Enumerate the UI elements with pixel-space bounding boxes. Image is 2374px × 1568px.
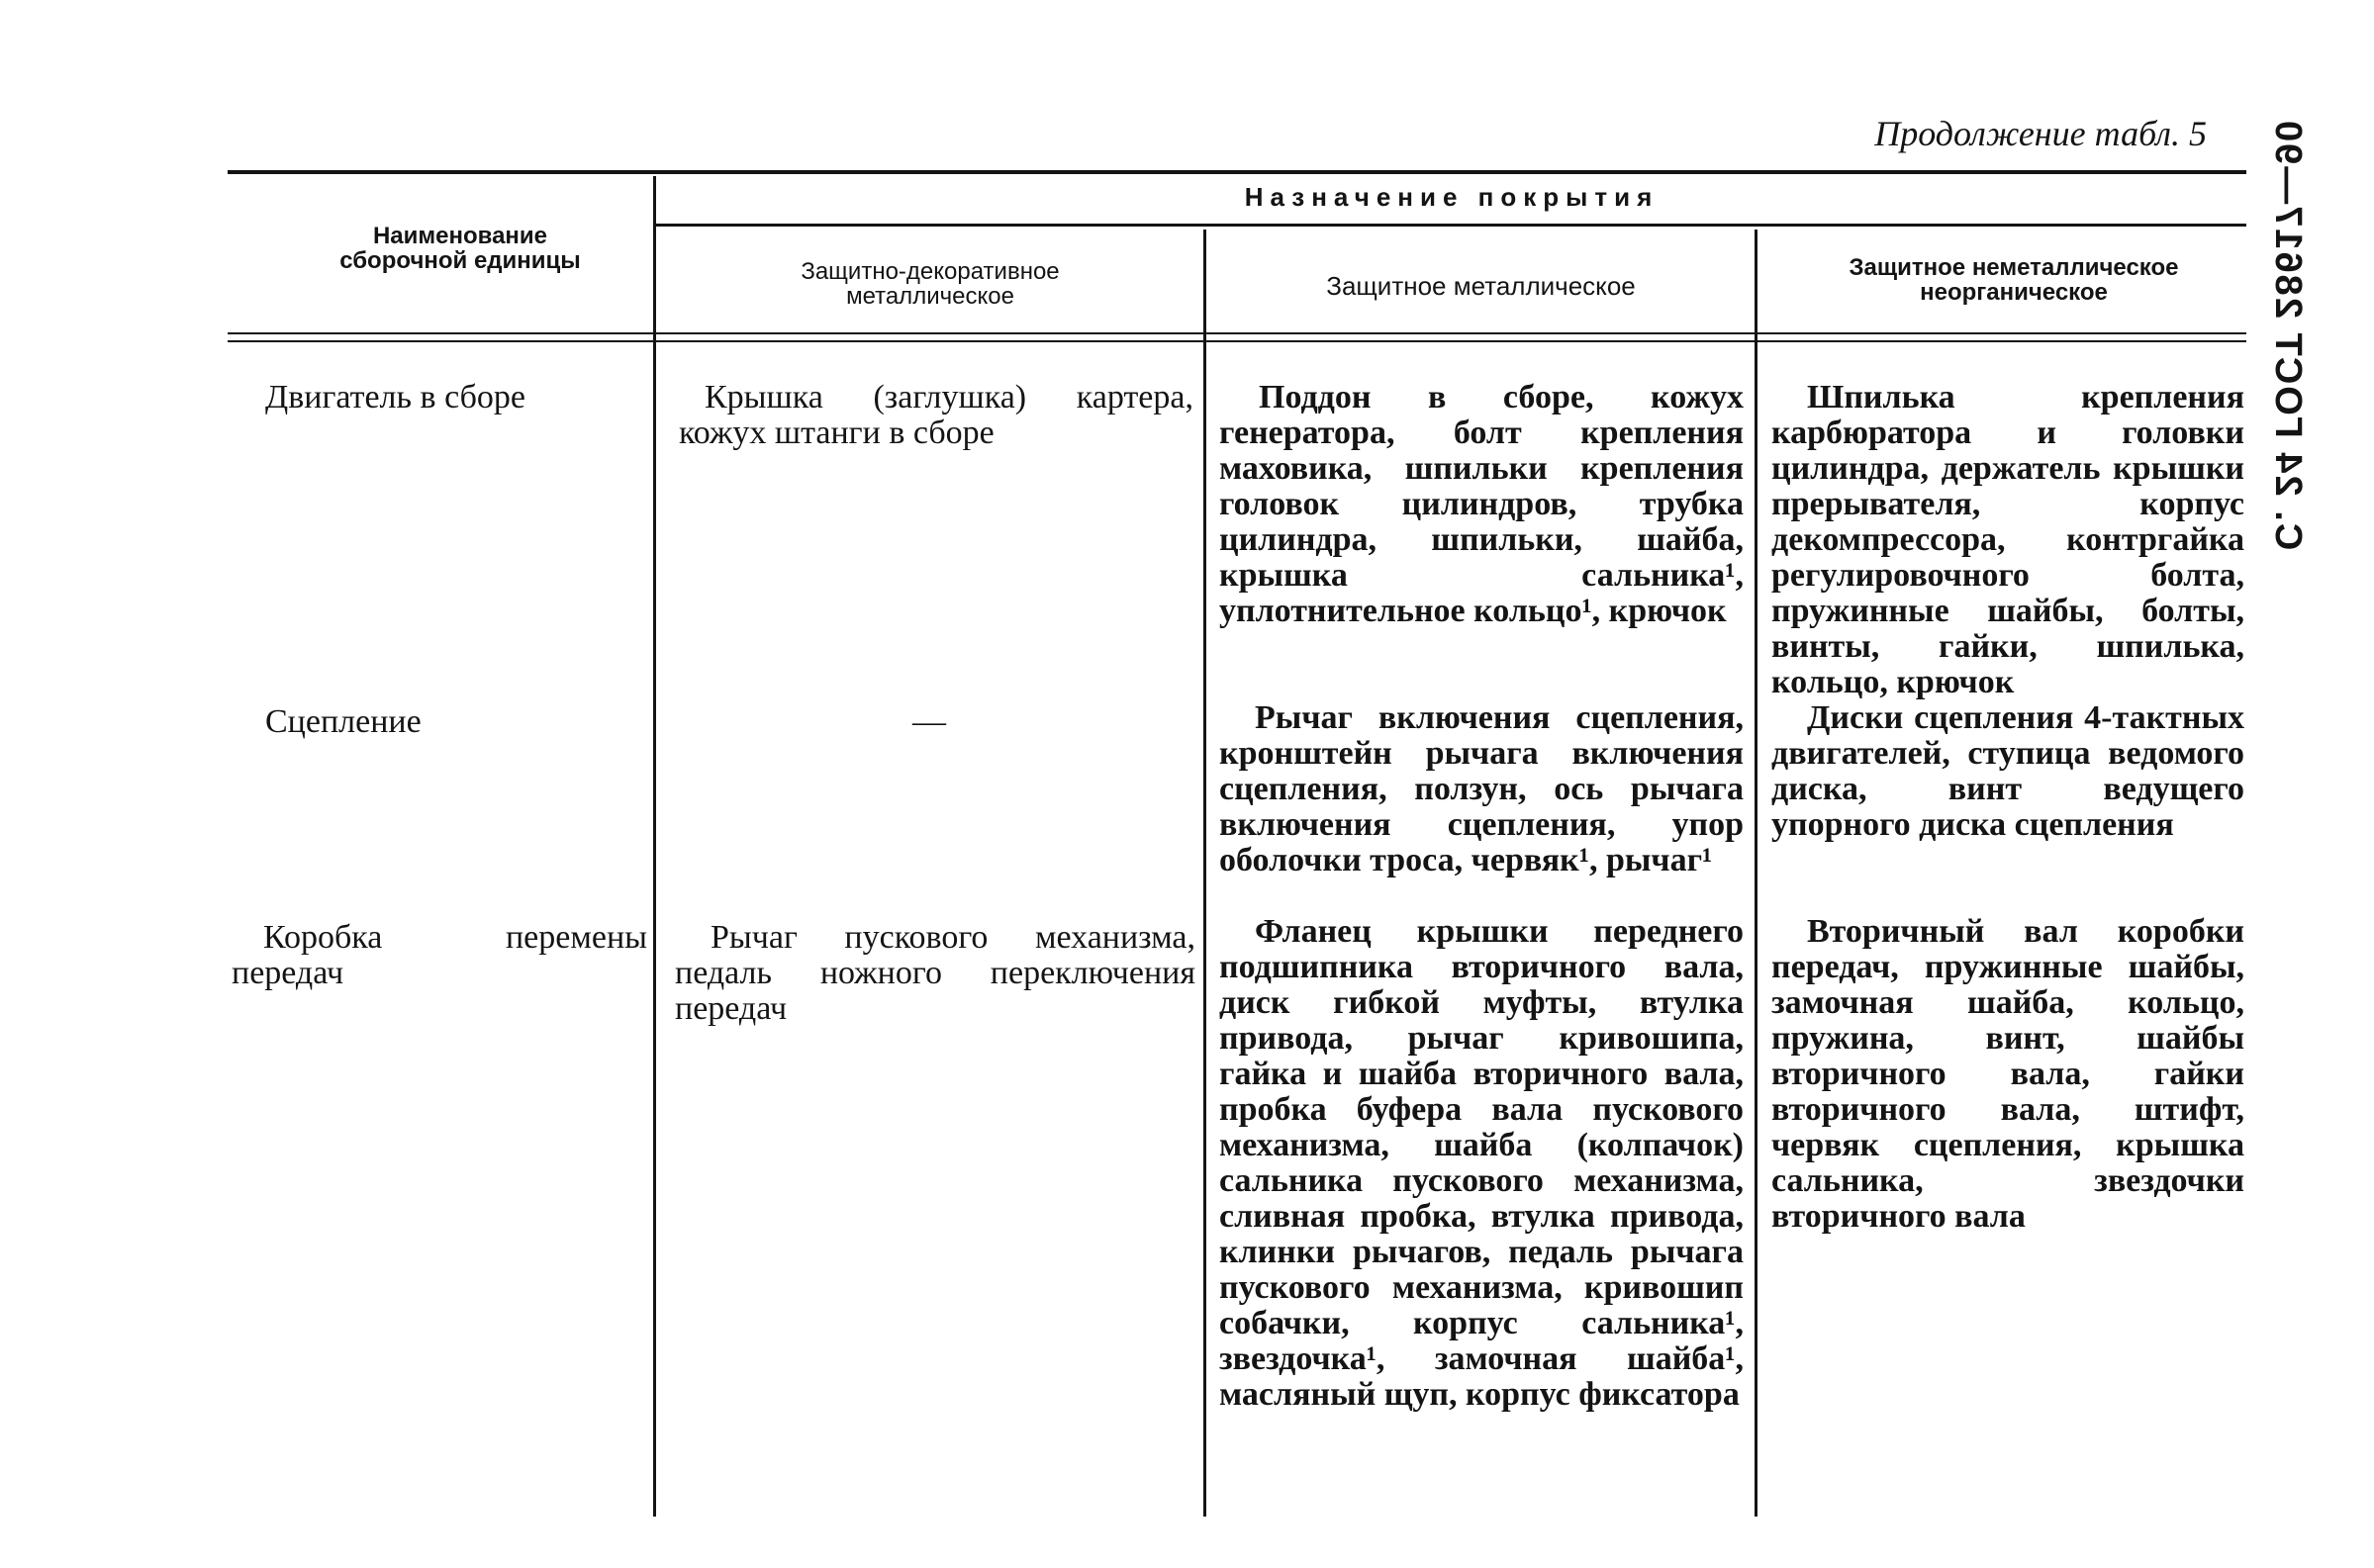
header-bottom-rule-2 [228, 340, 2246, 342]
col-header-inorganic: Защитное неметаллическое неорганическое [1849, 254, 2179, 307]
table-continuation-caption: Продолжение табл. 5 [1874, 114, 2207, 153]
column-divider-3 [1755, 230, 1757, 1517]
col-header-group: Назначение покрытия [1244, 182, 1660, 212]
table-row-2-inorganic: Диски сцепления 4-тактных двигателей, ступица ведомого диска, винт ведущего упорного диска сцепления [1771, 699, 2244, 843]
table-row-3-inorganic: Вторичный вал коробки передач, пружинные шайбы, замочная шайба, кольцо, пружина, винт, шайбы вторичного вала, гайки вторичного вала, штифт, червяк сцепления, крышка сальника, звездочки вторичного вала [1771, 913, 2244, 1235]
table-row-3-decorative: Рычаг пускового механизма, педаль ножного переключения передач [675, 919, 1195, 1027]
table-row-1-name: Двигатель в сборе [265, 379, 525, 415]
table-row-1-metallic: Поддон в сборе, кожух генератора, болт крепления маховика, шпильки крепления головок цилиндров, трубка цилиндра, шпильки, шайба, крышка сальника¹, уплотнительное кольцо¹, крючок [1219, 379, 1744, 629]
header-bottom-rule-1 [228, 332, 2246, 334]
table-row-3-metallic: Фланец крышки переднего подшипника вторичного вала, диск гибкой муфты, втулка привода, рычаг кривошипа, гайка и шайба вторичного вала, пробка буфера вала пускового механизма, шайба (колпачок) сальника пускового механизма, сливная пробка, втулка привода, клинки рычагов, педаль рычага пускового механизма, кривошип собачки, корпус сальника¹, звездочка¹, замочная шайба¹, масляный щуп, корпус фиксатора [1219, 913, 1744, 1413]
col-header-decorative: Защитно-декоративное металлическое [801, 258, 1060, 311]
table-row-2-decorative: — [912, 703, 946, 740]
column-divider-2 [1203, 230, 1206, 1517]
page-header-standard: С. 24 ГОСТ 28617—90 [2267, 119, 2309, 551]
table-row-1-decorative: Крышка (заглушка) картера, кожух штанги в сборе [679, 379, 1193, 451]
column-divider-1 [653, 176, 656, 1517]
col-header-name: Наименование сборочной единицы [339, 223, 581, 275]
table-top-rule [228, 170, 2246, 174]
col-header-metallic: Защитное металлическое [1326, 271, 1636, 301]
table-row-1-inorganic: Шпилька крепления карбюратора и головки цилиндра, держатель крышки прерывателя, корпус декомпрессора, контргайка регулировочного болта, пружинные шайбы, болты, винты, гайки, шпилька, кольцо, крючок [1771, 379, 2244, 700]
table-row-3-name: Коробка перемены передач [232, 919, 647, 991]
table-row-2-name: Сцепление [265, 703, 422, 740]
table-row-2-metallic: Рычаг включения сцепления, кронштейн рычага включения сцепления, ползун, ось рычага включения сцепления, упор оболочки троса, червяк¹, рычаг¹ [1219, 699, 1744, 878]
group-header-rule [655, 224, 2246, 227]
